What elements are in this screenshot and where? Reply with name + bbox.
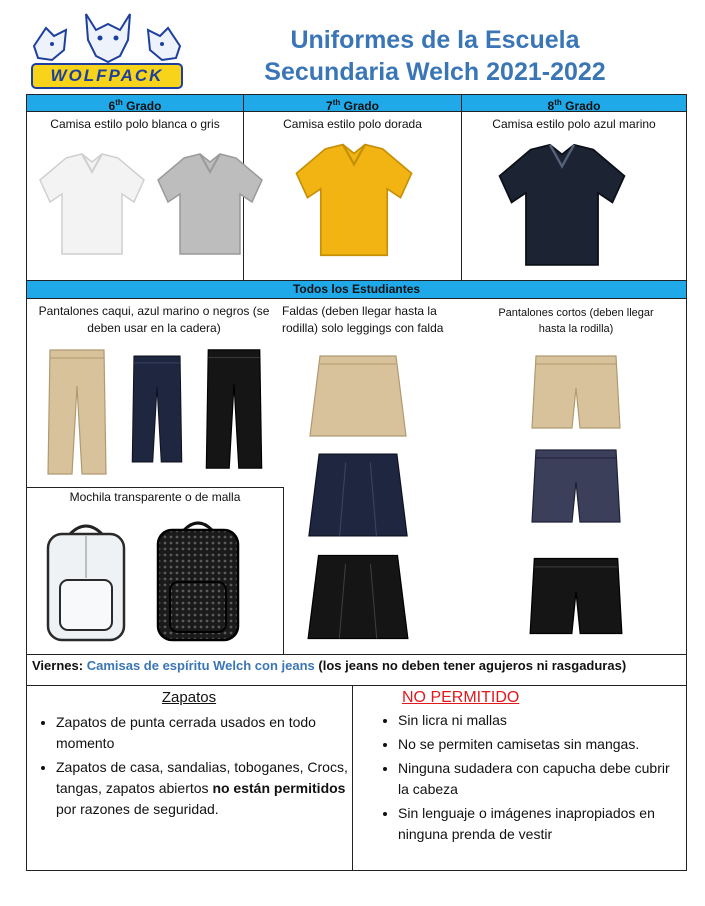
shoes-heading: Zapatos — [161, 689, 217, 706]
white-polo-shirt — [36, 150, 148, 260]
backpack-caption: Mochila transparente o de malla — [69, 490, 241, 504]
not-allowed-section — [372, 688, 682, 848]
not-allowed-item: • Ninguna sudadera con capucha debe cubrir la cabeza — [398, 758, 682, 800]
title-line-1: Uniformes de la Escuela — [290, 26, 580, 54]
friday-rest: (los jeans no deben tener agujeros ni rasgaduras) — [318, 658, 627, 673]
not-allowed-item: • Sin licra ni mallas — [398, 710, 682, 731]
grade-8-header: 8th Grado — [461, 94, 687, 112]
grade-7-header: 7th Grado — [243, 94, 462, 112]
gold-polo-shirt — [292, 140, 416, 262]
khaki-skirt — [306, 352, 410, 440]
friday-highlight: Camisas de espíritu Welch con jeans — [86, 658, 315, 673]
pants-caption: Pantalones caqui, azul marino o negros (se deben usar en la cadera) — [38, 304, 270, 335]
not-allowed-item: • No se permiten camisetas sin mangas. — [398, 734, 682, 755]
grade-6-header: 6th Grado — [26, 94, 244, 112]
all-students-header: Todos los Estudiantes — [26, 280, 687, 299]
grade-8-caption: Camisa estilo polo azul marino — [492, 117, 656, 131]
not-allowed-heading: NO PERMITIDO — [402, 689, 520, 706]
shoes-item-2: • Zapatos de casa, sandalias, toboganes, Crocs, tangas, zapatos abiertos no están permitidos por razones de seguridad. — [56, 757, 348, 820]
navy-shorts — [528, 440, 624, 532]
black-skirt — [304, 550, 412, 644]
mesh-backpack — [150, 516, 246, 644]
navy-pants — [122, 346, 192, 472]
navy-polo-shirt — [494, 140, 630, 272]
grade-6-caption: Camisa estilo polo blanca o gris — [50, 117, 220, 131]
khaki-pants — [36, 346, 118, 478]
not-allowed-item: • Sin lenguaje o imágenes inapropiados en ninguna prenda de vestir — [398, 803, 682, 845]
friday-note — [32, 657, 684, 675]
shorts-caption: Pantalones cortos (deben llegar hasta la rodilla) — [498, 307, 654, 335]
not-allowed-list — [372, 710, 682, 845]
page-title — [190, 24, 680, 88]
shoes-list — [30, 712, 348, 820]
shoes-section — [30, 688, 348, 823]
shoes-item-1: • Zapatos de punta cerrada usados en todo momento — [56, 712, 348, 754]
clear-backpack — [40, 520, 132, 644]
black-shorts — [526, 544, 626, 648]
grade-7-caption: Camisa estilo polo dorada — [283, 117, 422, 131]
gray-polo-shirt — [154, 150, 266, 260]
logo-text: WOLFPACK — [50, 66, 164, 85]
wolfpack-logo — [24, 6, 190, 92]
title-line-2: Secundaria Welch 2021-2022 — [264, 58, 606, 86]
skirts-caption: Faldas (deben llegar hasta la rodilla) solo leggings con falda — [282, 304, 444, 335]
khaki-shorts — [528, 352, 624, 432]
friday-label: Viernes: — [32, 658, 84, 673]
navy-skirt — [304, 450, 412, 540]
black-pants — [194, 346, 274, 472]
